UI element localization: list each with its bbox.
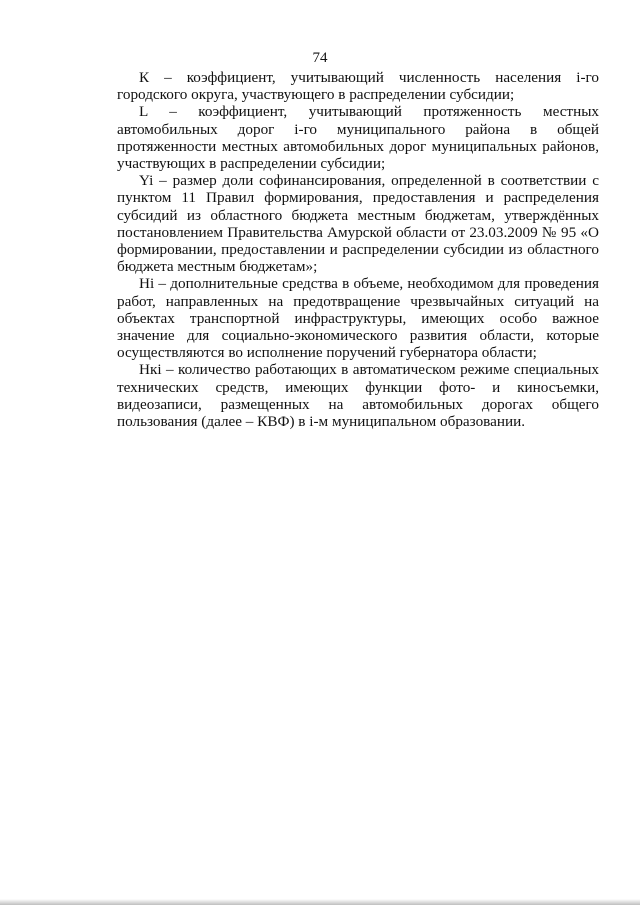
scan-bottom-edge [0,899,640,905]
paragraph-yi-share: Yi – размер доли софинансирования, определенной в соответствии с пунктом 11 Правил формирования, предоставления и распределения субсидий из областного бюджета местным бюджетам, утверждённых постановлением Правительства Амурской области от 23.03.2009 № 95 «О формировании, предоставлении и распределении субсидии из областного бюджета местным бюджетам»; [117,172,599,276]
page-number: 74 [312,50,328,66]
paragraph-k-coefficient: К – коэффициент, учитывающий численность населения i-го городского округа, участвующего в распределении субсидии; [117,69,599,104]
body-text [117,69,599,430]
paragraph-l-coefficient: L – коэффициент, учитывающий протяженность местных автомобильных дорог i-го муниципального района в общей протяженности местных автомобильных дорог муниципальных районов, участвующих в распределении субсидии; [117,103,599,173]
paragraph-hki-count: Hкi – количество работающих в автоматическом режиме специальных технических средств, имеющих функции фото- и киносъемки, видеозаписи, размещенных на автомобильных дорогах общего пользования (далее – КВФ) в i-м муниципальном образовании. [117,361,599,431]
paragraph-hi-funds: Hi – дополнительные средства в объеме, необходимом для проведения работ, направленных на предотвращение чрезвычайных ситуаций на объектах транспортной инфраструктуры, имеющих особо важное значение для социально-экономического развития области, которые осуществляются во исполнение поручений губернатора области; [117,275,599,362]
